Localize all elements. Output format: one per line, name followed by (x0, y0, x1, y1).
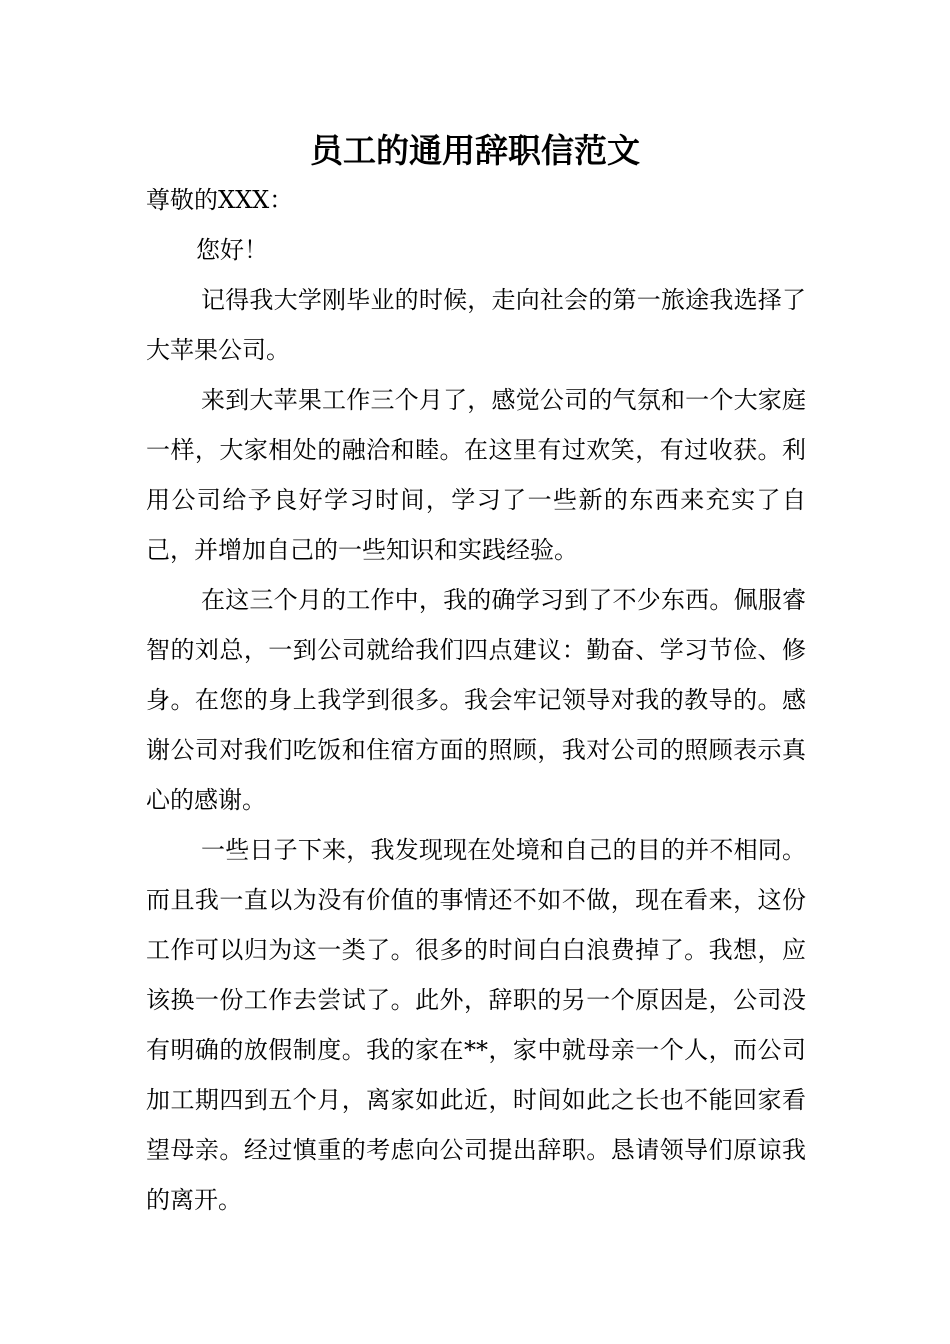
paragraph-greeting: 您好！ (196, 236, 268, 264)
paragraph-2: 来到大苹果工作三个月了，感觉公司的气氛和一个大家庭一样，大家相处的融洽和睦。在这里有过欢笑，有过收获。利用公司给予良好学习时间，学习了一些新的东西来充实了自己，并增加自己的一些知识和实践经验。 (146, 386, 806, 564)
letter-body (146, 175, 806, 1225)
paragraph-4: 一些日子下来，我发现现在处境和自己的目的并不相同。而且我一直以为没有价值的事情还不如不做，现在看来，这份工作可以归为这一类了。很多的时间白白浪费掉了。我想，应该换一份工作去尝试了。此外，辞职的另一个原因是，公司没有明确的放假制度。我的家在**，家中就母亲一个人，而公司加工期四到五个月，离家如此近，时间如此之长也不能回家看望母亲。经过慎重的考虑向公司提出辞职。恳请领导们原谅我的离开。 (146, 836, 806, 1214)
salutation: 尊敬的XXX： (146, 186, 294, 214)
document-title: 员工的通用辞职信范文 (310, 131, 640, 170)
paragraph-1: 记得我大学刚毕业的时候，走向社会的第一旅途我选择了大苹果公司。 (146, 286, 806, 364)
paragraph-3: 在这三个月的工作中，我的确学习到了不少东西。佩服睿智的刘总，一到公司就给我们四点建议：勤奋、学习节俭、修身。在您的身上我学到很多。我会牢记领导对我的教导的。感谢公司对我们吃饭和住宿方面的照顾，我对公司的照顾表示真心的感谢。 (146, 586, 806, 814)
